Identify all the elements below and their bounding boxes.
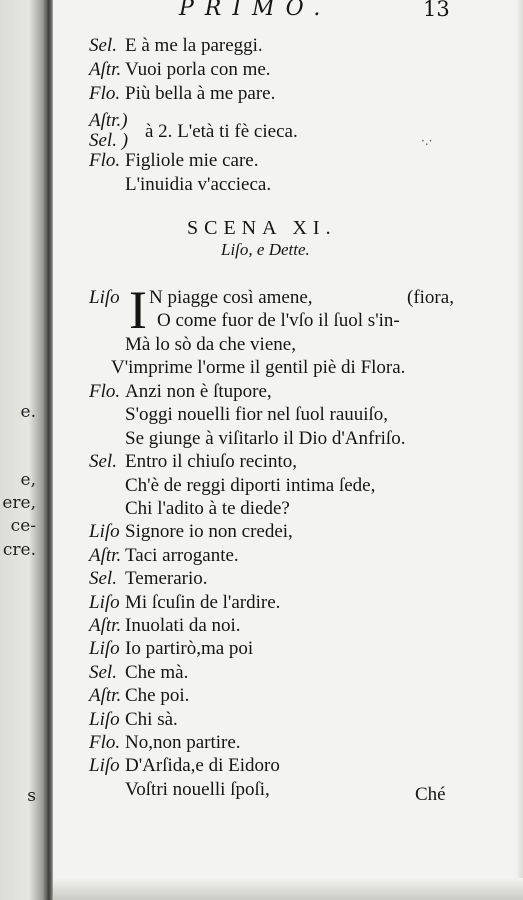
speaker: Flo. bbox=[89, 150, 121, 171]
line-text: Temerario. bbox=[125, 568, 208, 590]
line-text: Voſtri nouelli ſpoſi, bbox=[125, 778, 270, 800]
dialogue-line bbox=[89, 130, 129, 152]
line-text: Io partirò,ma poi bbox=[125, 638, 254, 660]
dialogue-line bbox=[125, 428, 405, 450]
speaker: Aſtr.) bbox=[89, 110, 128, 131]
line-text: Inuolati da noi. bbox=[125, 615, 241, 636]
speaker: Flo. bbox=[89, 83, 121, 104]
line-text: Taci arrogante. bbox=[125, 544, 239, 566]
speaker: Liſo bbox=[89, 287, 120, 308]
page-edge-shadow bbox=[516, 0, 523, 900]
book-page bbox=[52, 0, 523, 900]
dialogue-line bbox=[89, 685, 189, 707]
dialogue-line bbox=[89, 662, 188, 684]
speaker: Sel. bbox=[89, 661, 117, 683]
dialogue-line bbox=[89, 732, 241, 754]
dialogue-line bbox=[89, 451, 297, 473]
line-text: L'inuidia v'accieca. bbox=[125, 174, 272, 195]
dialogue-line bbox=[125, 779, 270, 801]
scene-title: SCENA XI. bbox=[187, 217, 337, 239]
margin-fragment: e, bbox=[20, 470, 36, 490]
line-text: Signore io non credei, bbox=[125, 521, 293, 543]
speaker: Liſo bbox=[89, 755, 120, 777]
speaker: Liſo bbox=[89, 521, 120, 543]
margin-fragment: cre. bbox=[2, 540, 36, 560]
dialogue-line bbox=[89, 755, 280, 777]
line-text: E à me la pareggi. bbox=[125, 35, 263, 56]
dialogue-line bbox=[89, 592, 280, 614]
facing-page-edge bbox=[0, 0, 52, 900]
duet-line bbox=[145, 121, 298, 143]
dialogue-line bbox=[125, 475, 375, 497]
line-text: Vuoi porla con me. bbox=[125, 59, 271, 80]
dialogue-line bbox=[89, 59, 271, 81]
dialogue-line bbox=[89, 709, 178, 731]
speech-line: V'imprime l'orme il gentil piè di Flora. bbox=[111, 357, 406, 378]
dialogue-line bbox=[89, 83, 275, 105]
dialogue-line bbox=[89, 110, 128, 132]
turnover-word: (fiora, bbox=[407, 287, 454, 308]
speech-line: Mà lo sò da che viene, bbox=[125, 334, 296, 355]
margin-fragment: ce- bbox=[10, 516, 36, 536]
line-text: Chi sà. bbox=[125, 708, 178, 730]
speaker: Sel. bbox=[89, 568, 117, 590]
margin-fragment: s bbox=[27, 786, 36, 806]
line-text: Figliole mie care. bbox=[125, 150, 259, 171]
dialogue-line bbox=[89, 545, 239, 567]
speaker: Flo. bbox=[89, 732, 121, 753]
ink-speck: ·.· bbox=[421, 134, 433, 148]
speaker: Aſtr. bbox=[89, 544, 122, 566]
line-text: Chi l'adito à te diede? bbox=[125, 498, 290, 519]
scene-subtitle: Liſo, e Dette. bbox=[221, 240, 310, 259]
speaker: Sel. bbox=[89, 451, 117, 473]
speech-line: O come fuor de l'vſo il ſuol s'in- bbox=[157, 310, 400, 331]
line-text: Entro il chiuſo recinto, bbox=[125, 451, 298, 473]
speaker: Flo. bbox=[89, 381, 121, 402]
line-text: Che mà. bbox=[125, 661, 189, 683]
line-text: Che poi. bbox=[125, 685, 190, 707]
page-bottom-edge bbox=[53, 878, 523, 900]
dialogue-line bbox=[89, 521, 293, 543]
speaker: Aſtr. bbox=[89, 615, 122, 636]
line-text: Anzi non è ſtupore, bbox=[125, 381, 272, 402]
speaker: Aſtr. bbox=[89, 59, 122, 80]
dialogue-line bbox=[125, 174, 271, 196]
catchword: Ché bbox=[415, 784, 446, 805]
page-number: 13 bbox=[423, 0, 450, 21]
line-text: S'oggi nouelli fior nel ſuol rauuiſo, bbox=[125, 404, 389, 426]
dialogue-line bbox=[125, 404, 388, 426]
dialogue-line bbox=[89, 150, 258, 172]
duet-marker: à 2. bbox=[145, 121, 173, 142]
line-text: No,non partire. bbox=[125, 732, 241, 753]
speaker: Aſtr. bbox=[89, 685, 122, 707]
line-text: Mi ſcuſin de l'ardire. bbox=[125, 591, 281, 613]
speaker: Sel. ) bbox=[89, 130, 129, 151]
line-text: Ch'è de reggi diporti intima ſede, bbox=[125, 474, 376, 496]
margin-fragment: ere, bbox=[2, 493, 36, 513]
line-text: Se giunge à viſitarlo il Dio d'Anfriſo. bbox=[125, 427, 406, 449]
dialogue-line bbox=[89, 35, 263, 57]
speaker: Liſo bbox=[89, 638, 120, 660]
speaker: Liſo bbox=[89, 591, 120, 613]
dialogue-line bbox=[89, 638, 253, 660]
margin-fragment: e. bbox=[20, 402, 36, 422]
speaker: Sel. bbox=[89, 35, 117, 56]
duet-text: L'età ti fè cieca. bbox=[177, 121, 298, 142]
speaker: Liſo bbox=[89, 708, 120, 730]
running-head: PRIMO. bbox=[179, 0, 332, 21]
dialogue-line bbox=[89, 381, 272, 403]
dialogue-line bbox=[89, 615, 241, 637]
drop-cap: I bbox=[129, 280, 147, 340]
dialogue-line bbox=[89, 287, 125, 309]
line-text: Più bella à me pare. bbox=[125, 83, 276, 104]
line-text: D'Arſida,e di Eidoro bbox=[125, 755, 280, 777]
dialogue-line bbox=[89, 568, 208, 590]
speech-first-line: N piagge così amene, bbox=[149, 287, 313, 308]
dialogue-line bbox=[125, 498, 290, 520]
